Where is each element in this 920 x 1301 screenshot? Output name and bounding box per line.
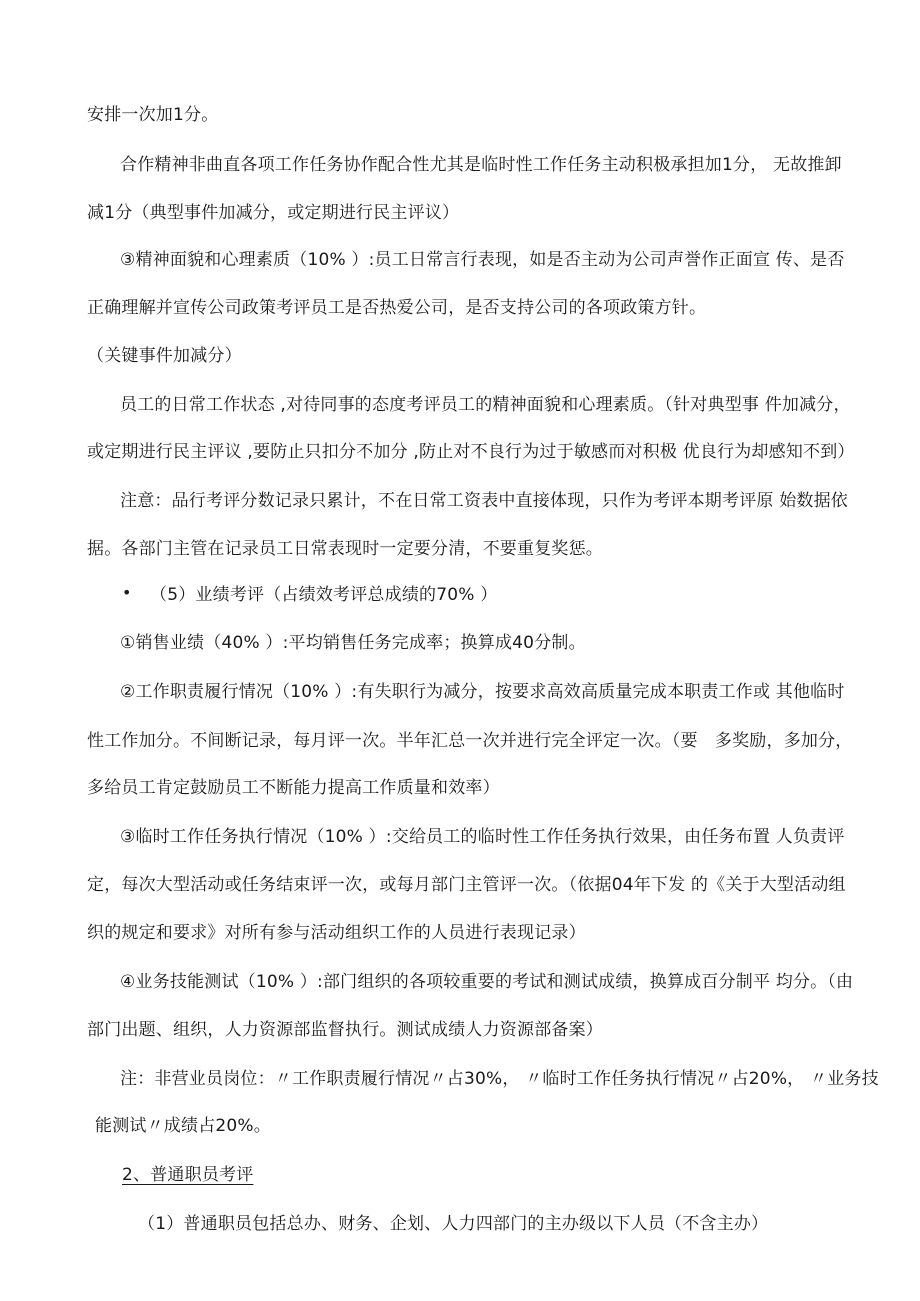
- text-line: 或定期进行民主评议 ,要防止只扣分不加分 ,防止对不良行为过于敏感而对积极 优良行为却感知不到）: [87, 442, 855, 462]
- text-line: 多给员工肯定鼓励员工不断能力提高工作质量和效率）: [87, 778, 500, 798]
- text-line: （关键事件加减分）: [87, 346, 242, 366]
- text-line: 注：非营业员岗位：〃工作职责履行情况〃占30%， 〃临时工作任务执行情况〃占20%， 〃业务技: [120, 1069, 879, 1089]
- text-line: 性工作加分。不间断记录，每月评一次。半年汇总一次并进行完全评定一次。（要 多奖励，多加分，: [87, 731, 853, 751]
- text-line: ④业务技能测试（10% ）:部门组织的各项较重要的考试和测试成绩，换算成百分制平 均分。（由: [120, 972, 854, 992]
- text-line: 安排一次加1分。: [87, 105, 219, 125]
- section-heading: （5）业绩考评（占绩效考评总成绩的70% ）: [150, 585, 498, 605]
- text-line: 减1分（典型事件加减分，或定期进行民主评议）: [87, 203, 460, 223]
- text-line: 部门出题、组织，人力资源部监督执行。测试成绩人力资源部备案）: [87, 1020, 603, 1040]
- text-line: 合作精神非曲直各项工作任务协作配合性尤其是临时性工作任务主动积极承担加1分， 无故推卸: [120, 155, 842, 175]
- text-line: 据。各部门主管在记录员工日常表现时一定要分清，不要重复奖惩。: [87, 539, 603, 559]
- text-line: ③精神面貌和心理素质（10% ）:员工日常言行表现，如是否主动为公司声誉作正面宣 传、是否: [120, 250, 845, 270]
- text-line: 定，每次大型活动或任务结束评一次，或每月部门主管评一次。（依据04年下发 的《关于大型活动组: [87, 875, 846, 895]
- text-line: 织的规定和要求》对所有参与活动组织工作的人员进行表现记录）: [87, 923, 586, 943]
- text-line: （1）普通职员包括总办、财务、企划、人力四部门的主办级以下人员（不含主办）: [138, 1214, 769, 1234]
- text-line: 能测试〃成绩占20%。: [95, 1116, 271, 1136]
- text-line: ①销售业绩（40% ）:平均销售任务完成率；换算成40分制。: [120, 633, 586, 653]
- bullet-icon: •: [122, 583, 132, 602]
- section-heading: 2、普通职员考评: [122, 1165, 254, 1185]
- text-line: ②工作职责履行情况（10% ）:有失职行为减分，按要求高效高质量完成本职责工作或 其他临时: [120, 682, 845, 702]
- text-line: 员工的日常工作状态 ,对待同事的态度考评员工的精神面貌和心理素质。（针对典型事 件加减分，: [120, 395, 851, 415]
- text-line: 注意：品行考评分数记录只累计，不在日常工资表中直接体现，只作为考评本期考评原 始数据依: [120, 491, 849, 511]
- text-line: ③临时工作任务执行情况（10% ）:交给员工的临时性工作任务执行效果，由任务布置 人负责评: [120, 827, 845, 847]
- text-line: 正确理解并宣传公司政策考评员工是否热爱公司，是否支持公司的各项政策方针。: [87, 298, 707, 318]
